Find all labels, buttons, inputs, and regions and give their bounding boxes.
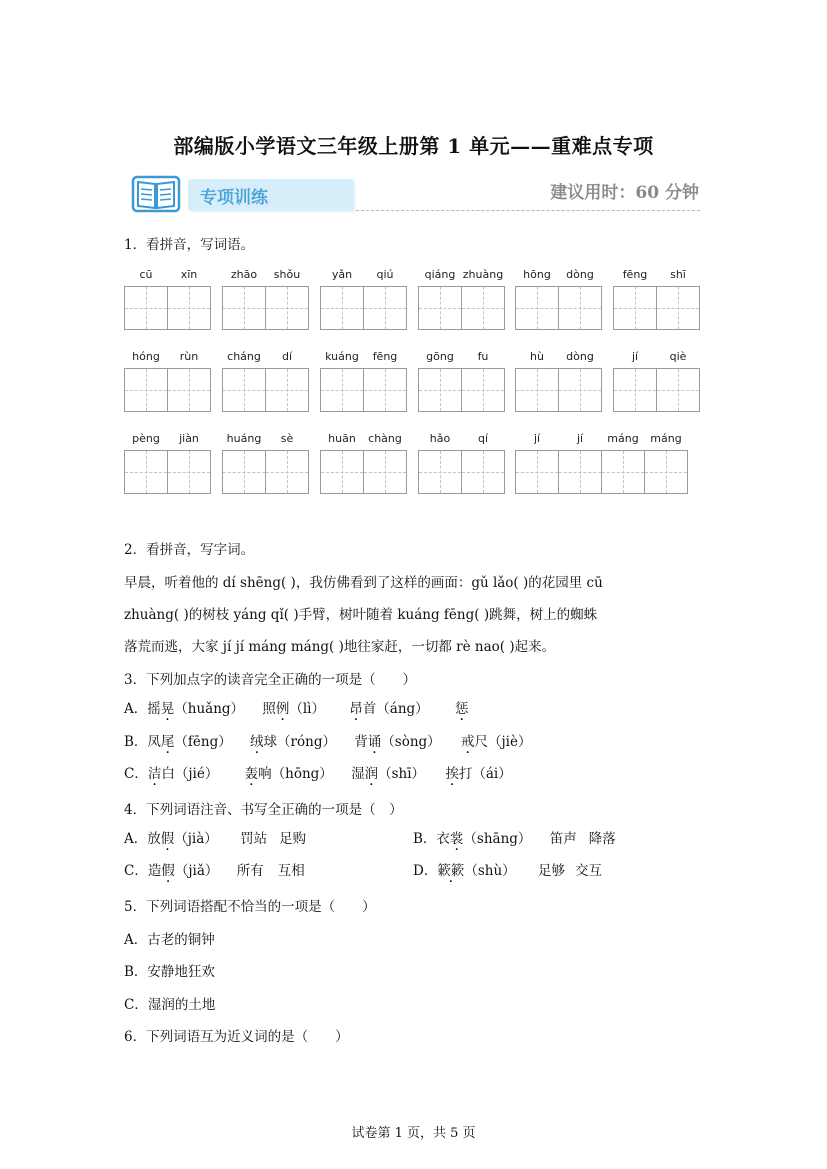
- pinyin-label: huān: [328, 432, 356, 445]
- writing-cell[interactable]: [558, 286, 602, 330]
- q4-option-b: B．衣裳（shāng） 笛声 降落: [413, 831, 616, 847]
- writing-cell[interactable]: [320, 368, 364, 412]
- writing-cell[interactable]: [167, 450, 211, 494]
- pinyin-label: dòng: [566, 268, 594, 281]
- word-grid: [613, 268, 700, 330]
- pinyin-label: qiú: [376, 268, 394, 281]
- writing-cell[interactable]: [656, 368, 700, 412]
- word-grid: [418, 350, 505, 412]
- pinyin-label: qiáng: [424, 268, 456, 281]
- writing-cell[interactable]: [558, 368, 602, 412]
- writing-cell[interactable]: [124, 368, 168, 412]
- word-grid: [320, 432, 407, 494]
- word-grid: [613, 350, 700, 412]
- pinyin-label: jí: [631, 350, 639, 363]
- pinyin-label: yǎn: [331, 268, 353, 281]
- word-grid: [222, 432, 309, 494]
- page-footer: 试卷第 1 页，共 5 页: [351, 1126, 476, 1141]
- pinyin-label: sè: [280, 432, 294, 445]
- question-3: 3．下列加点字的读音完全正确的一项是（ ）: [124, 672, 417, 688]
- pinyin-label: chàng: [368, 432, 402, 445]
- pinyin-label: huáng: [226, 432, 262, 445]
- q4-option-c: C．造假（jiǎ） 所有 互相: [124, 863, 305, 879]
- writing-cell[interactable]: [461, 368, 505, 412]
- word-grid: [515, 432, 688, 494]
- writing-cell[interactable]: [613, 286, 657, 330]
- q5-option-a: A．古老的铜钟: [124, 932, 215, 948]
- word-grid: [222, 350, 309, 412]
- pinyin-label: shǒu: [273, 268, 301, 281]
- writing-cell[interactable]: [265, 368, 309, 412]
- pinyin-label: jí: [533, 432, 541, 445]
- writing-cell[interactable]: [558, 450, 602, 494]
- question-1: 1．看拼音，写词语。: [124, 237, 255, 253]
- writing-cell[interactable]: [222, 286, 266, 330]
- suggested-time: 建议用时：60 分钟: [550, 183, 699, 203]
- writing-cell[interactable]: [124, 450, 168, 494]
- writing-cell[interactable]: [644, 450, 688, 494]
- pinyin-label: hōng: [523, 268, 551, 281]
- pinyin-label: cháng: [227, 350, 261, 363]
- q5-option-c: C．湿润的土地: [124, 997, 216, 1013]
- writing-cell[interactable]: [124, 286, 168, 330]
- page-title: 部编版小学语文三年级上册第 1 单元——重难点专项: [173, 134, 654, 158]
- writing-cell[interactable]: [515, 450, 559, 494]
- writing-cell[interactable]: [363, 286, 407, 330]
- dashed-divider: [356, 210, 700, 211]
- pinyin-label: qiè: [669, 350, 687, 363]
- word-grid: [418, 432, 505, 494]
- writing-cell[interactable]: [418, 286, 462, 330]
- question-2: 2．看拼音，写字词。: [124, 542, 255, 558]
- question-6: 6．下列词语互为近义词的是（ ）: [124, 1029, 349, 1045]
- pinyin-label: jiàn: [179, 432, 199, 445]
- word-grid: [418, 268, 505, 330]
- writing-cell[interactable]: [515, 286, 559, 330]
- writing-cell[interactable]: [461, 450, 505, 494]
- writing-cell[interactable]: [363, 368, 407, 412]
- pinyin-label: hù: [530, 350, 544, 363]
- q4-option-d: D．簌簌（shù） 足够 交互: [413, 863, 602, 879]
- word-grid: [124, 268, 211, 330]
- writing-cell[interactable]: [418, 450, 462, 494]
- writing-cell[interactable]: [167, 368, 211, 412]
- pinyin-label: zhāo: [230, 268, 258, 281]
- pinyin-label: dòng: [566, 350, 594, 363]
- pinyin-label: qí: [477, 432, 489, 445]
- pinyin-label: shī: [670, 268, 686, 281]
- word-grid: [222, 268, 309, 330]
- writing-cell[interactable]: [320, 450, 364, 494]
- word-grid: [124, 432, 211, 494]
- book-icon: [130, 174, 182, 214]
- question-4: 4．下列词语注音、书写全正确的一项是（ ）: [124, 802, 403, 818]
- question-5: 5．下列词语搭配不恰当的一项是（ ）: [124, 899, 376, 915]
- pinyin-label: hǎo: [429, 432, 451, 445]
- word-grid: [320, 350, 407, 412]
- word-grid: [320, 268, 407, 330]
- pinyin-label: kuáng: [325, 350, 359, 363]
- writing-cell[interactable]: [222, 450, 266, 494]
- pinyin-label: fu: [477, 350, 489, 363]
- pinyin-label: zhuàng: [462, 268, 504, 281]
- word-grid: [124, 350, 211, 412]
- pinyin-label: rùn: [179, 350, 199, 363]
- banner-label: 专项训练: [200, 188, 268, 208]
- word-grid: [515, 268, 602, 330]
- writing-cell[interactable]: [320, 286, 364, 330]
- writing-cell[interactable]: [418, 368, 462, 412]
- q5-option-b: B．安静地狂欢: [124, 964, 215, 980]
- pinyin-label: máng: [607, 432, 639, 445]
- pinyin-label: pèng: [132, 432, 160, 445]
- q3-option-c: C．洁白（jié） 轰响（hōng） 湿润（shī） 挨打（ái）: [124, 766, 512, 782]
- pinyin-label: xīn: [180, 268, 198, 281]
- pinyin-label: cū: [139, 268, 153, 281]
- q4-option-a: A．放假（jià） 罚站 足购: [124, 831, 307, 847]
- pinyin-label: fēng: [622, 268, 648, 281]
- writing-cell[interactable]: [613, 368, 657, 412]
- pinyin-label: jí: [576, 432, 584, 445]
- pinyin-label: fēng: [372, 350, 398, 363]
- writing-cell[interactable]: [656, 286, 700, 330]
- word-grid: [515, 350, 602, 412]
- writing-cell[interactable]: [265, 286, 309, 330]
- pinyin-label: hóng: [132, 350, 160, 363]
- writing-cell[interactable]: [515, 368, 559, 412]
- dotted-char: 惩: [454, 701, 469, 717]
- writing-cell[interactable]: [363, 450, 407, 494]
- pinyin-label: dí: [281, 350, 293, 363]
- q3-option-a: A．摇晃（huǎng） 照例（lì） 昂首（áng） 惩: [124, 701, 469, 717]
- writing-cell[interactable]: [167, 286, 211, 330]
- q2-line-3: 落荒而逃，大家 jí jí máng máng( )地往家赶，一切都 rè nao( )起来。: [124, 639, 556, 655]
- writing-cell[interactable]: [265, 450, 309, 494]
- q3-option-b: B．凤尾（fēng） 绒球（róng） 背诵（sòng） 戒尺（jiè）: [124, 734, 532, 750]
- writing-cell[interactable]: [461, 286, 505, 330]
- writing-cell[interactable]: [601, 450, 645, 494]
- pinyin-label: gōng: [426, 350, 454, 363]
- writing-cell[interactable]: [222, 368, 266, 412]
- q2-line-2: zhuàng( )的树枝 yáng qǐ( )手臂，树叶随着 kuáng fēng( )跳舞，树上的蜘蛛: [124, 607, 598, 623]
- pinyin-label: máng: [650, 432, 682, 445]
- q2-line-1: 早晨，听着他的 dí shēng( )，我仿佛看到了这样的画面：gǔ lǎo( )的花园里 cū: [124, 575, 603, 591]
